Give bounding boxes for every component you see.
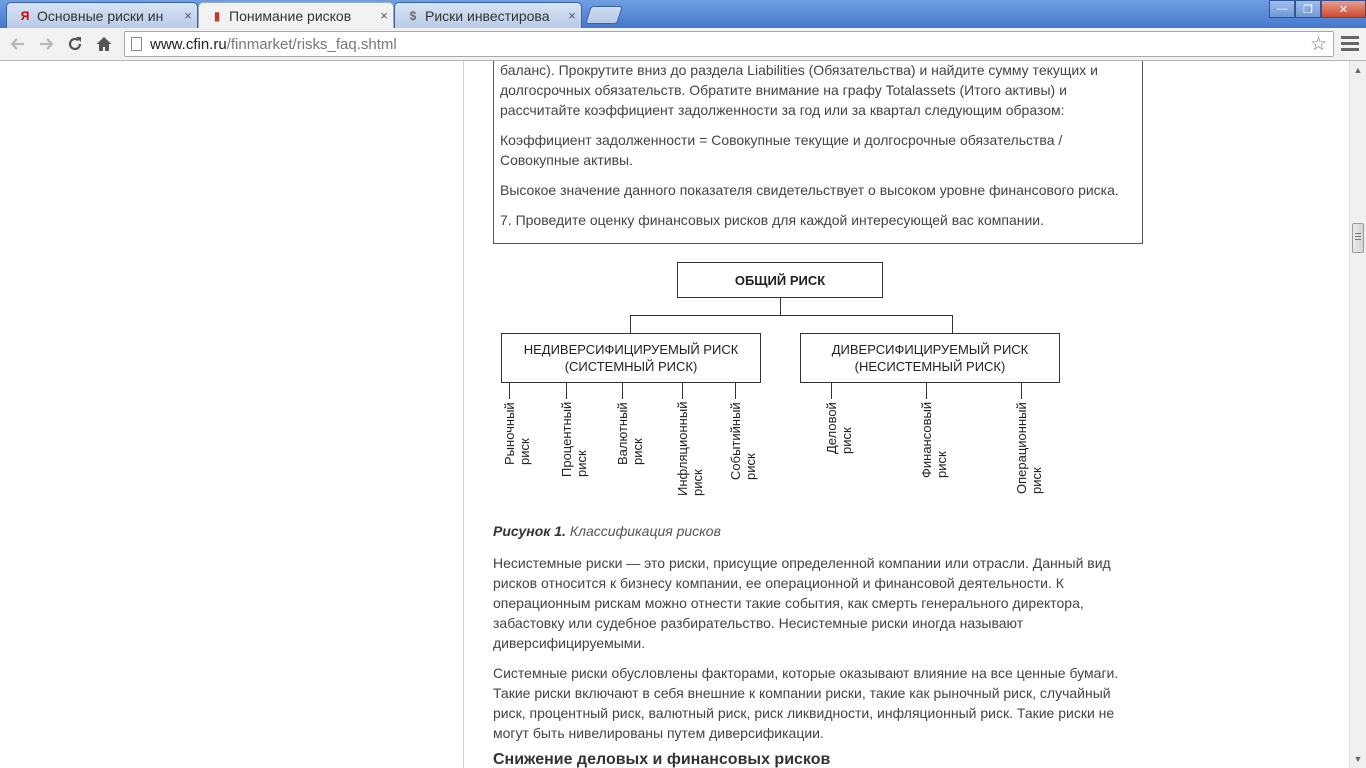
leaf-label-line: Процентный	[559, 401, 574, 477]
connector-line	[926, 383, 927, 399]
box-paragraph: 7. Проведите оценку финансовых рисков для каждой интересующей вас компании.	[500, 212, 1044, 228]
diagram-leaf-unsystematic-0	[824, 402, 854, 454]
diagram-leaf-systematic-0	[502, 402, 532, 465]
leaf-label-line: риск	[574, 450, 589, 477]
leaf-label-line: риск	[743, 453, 758, 480]
leaf-label-line: Деловой	[824, 402, 839, 454]
arrow-right-icon	[37, 35, 55, 53]
home-icon	[95, 35, 113, 53]
paragraph-systematic: Системные риски обусловлены факторами, которые оказывают влияние на все ценные бумаги. Такие риски включают в себя внешние к компании риски, такие как рыночный риск, случайный риск, процентный риск, валютный риск, риск ликвидности, инфляционный риск. Такие риски не могут быть нивелированы путем диверсификации.	[493, 665, 1119, 741]
connector-line	[1021, 383, 1022, 399]
connector-line	[780, 298, 781, 316]
box-paragraph: баланс). Прокрутите вниз до раздела Liabilities (Обязательства) и найдите сумму текущих и долгосрочных обязательств. Обратите внимание на графу Totalassets (Итого активы) и рассчитайте коэффициент задолженности за год или за квартал следующим образом:	[500, 62, 1098, 118]
new-tab-button[interactable]	[585, 6, 623, 24]
tab-title: Основные риски ин	[37, 7, 164, 24]
reload-button[interactable]	[63, 32, 87, 56]
column-divider	[463, 61, 464, 768]
connector-line	[509, 383, 510, 399]
browser-toolbar	[0, 28, 1366, 61]
leaf-label-line: риск	[934, 451, 949, 478]
reload-icon	[66, 35, 84, 53]
close-icon[interactable]: ×	[380, 8, 388, 23]
connector-line	[952, 315, 953, 333]
tab-title: Понимание рисков	[229, 7, 352, 24]
diagram-systematic-risk: НЕДИВЕРСИФИЦИРУЕМЫЙ РИСК (СИСТЕМНЫЙ РИСК)	[501, 333, 761, 383]
leaf-label-line: Инфляционный	[675, 401, 690, 496]
diagram-leaf-systematic-1	[559, 402, 589, 477]
leaf-label-line: Финансовый	[919, 401, 934, 478]
tab-understanding-risks[interactable]	[198, 2, 394, 28]
diagram-leaf-unsystematic-1	[919, 402, 949, 478]
yandex-icon: Я	[20, 8, 30, 23]
box-paragraph: Коэффициент задолженности = Совокупные текущие и долгосрочные обязательства / Совокупные активы.	[500, 132, 1063, 168]
close-icon[interactable]: ×	[568, 8, 576, 23]
maximize-button[interactable]: ❐	[1295, 0, 1321, 18]
close-icon[interactable]: ×	[184, 8, 192, 23]
leaf-label-line: риск	[839, 427, 854, 454]
paragraph-unsystematic: Несистемные риски — это риски, присущие определенной компании или отрасли. Данный вид рисков относится к бизнесу компании, ее операционной и финансовой деятельности. К операционным рискам можно отнести такие события, как смерть генерального директора, забастовку или судебное разбирательство. Несистемные риски иногда называют диверсифицируемыми.	[493, 555, 1111, 651]
scroll-down-icon[interactable]: ▼	[1353, 754, 1363, 764]
connector-line	[566, 383, 567, 399]
diagram-leaf-systematic-3	[675, 402, 705, 496]
back-button[interactable]	[6, 32, 30, 56]
address-bar[interactable]	[124, 31, 1334, 57]
instruction-box	[493, 61, 1143, 244]
diagram-leaf-systematic-4	[728, 402, 758, 480]
figure-caption: Рисунок 1. Классификация рисков	[493, 523, 721, 539]
connector-line	[622, 383, 623, 399]
tab-basic-risks[interactable]	[6, 2, 198, 28]
risk-classification-diagram	[493, 256, 1143, 516]
tab-investment-risks[interactable]	[394, 2, 582, 28]
arrow-left-icon	[9, 35, 27, 53]
section-heading: Снижение деловых и финансовых рисков	[493, 751, 831, 768]
scroll-up-icon[interactable]: ▲	[1353, 65, 1363, 75]
page-icon	[131, 37, 142, 51]
leaf-label-line: риск	[517, 438, 532, 465]
vertical-scrollbar[interactable]	[1349, 61, 1366, 768]
connector-line	[682, 383, 683, 399]
book-icon: ▮	[213, 8, 221, 23]
leaf-label-line: риск	[630, 438, 645, 465]
menu-icon[interactable]	[1341, 34, 1359, 52]
leaf-label-line: риск	[1029, 467, 1044, 494]
close-window-button[interactable]: ✕	[1321, 0, 1366, 18]
leaf-label-line: Событийный	[728, 402, 743, 480]
tab-title: Риски инвестирова	[425, 7, 550, 24]
leaf-label-line: Рыночный	[502, 402, 517, 465]
connector-line	[630, 315, 953, 316]
dollar-icon: $	[409, 8, 417, 23]
minimize-button[interactable]: —	[1269, 0, 1295, 18]
bookmark-star-icon[interactable]: ☆	[1309, 34, 1327, 55]
scroll-thumb[interactable]	[1352, 223, 1364, 253]
diagram-root-total-risk: ОБЩИЙ РИСК	[677, 262, 883, 298]
url-text[interactable]: www.cfin.ru/finmarket/risks_faq.shtml	[150, 36, 397, 53]
diagram-unsystematic-risk: ДИВЕРСИФИЦИРУЕМЫЙ РИСК (НЕСИСТЕМНЫЙ РИСК)	[800, 333, 1060, 383]
connector-line	[630, 315, 631, 333]
diagram-leaf-systematic-2	[615, 402, 645, 465]
connector-line	[735, 383, 736, 399]
leaf-label-line: Операционный	[1014, 402, 1029, 494]
leaf-label-line: риск	[690, 469, 705, 496]
tab-strip	[0, 0, 1366, 28]
diagram-leaf-unsystematic-2	[1014, 402, 1044, 494]
home-button[interactable]	[92, 32, 116, 56]
box-paragraph: Высокое значение данного показателя свидетельствует о высоком уровне финансового риска.	[500, 182, 1119, 198]
forward-button[interactable]	[34, 32, 58, 56]
leaf-label-line: Валютный	[615, 402, 630, 465]
connector-line	[831, 383, 832, 399]
page-viewport	[0, 61, 1349, 768]
